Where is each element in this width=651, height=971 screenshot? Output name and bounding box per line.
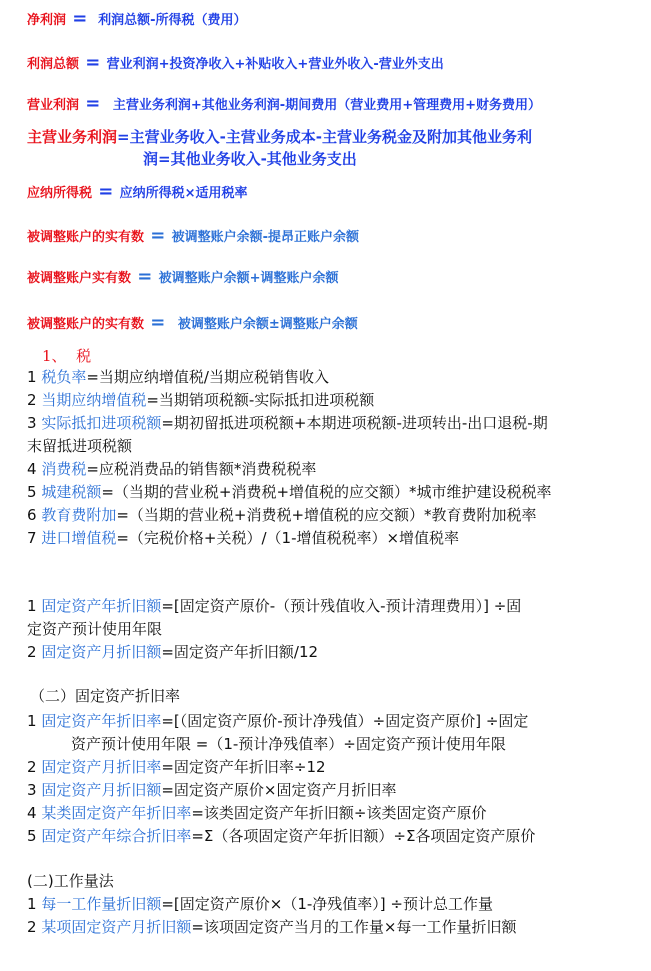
tax-item-4	[27, 458, 316, 479]
tax-item-3	[27, 412, 548, 433]
text-segment: 被调整账户余额±调整账户余额	[177, 317, 358, 332]
text-segment: 被调整账户实有数	[27, 271, 132, 286]
depreciation-item-2	[27, 641, 318, 662]
workload-item-2	[27, 916, 516, 937]
formula-main-business-profit	[27, 126, 532, 147]
text-segment: 应纳所得税	[27, 186, 93, 201]
text-segment: 2	[27, 643, 42, 661]
text-segment: =[固定资产原价-（预计残值收入-预计清理费用）] ÷固	[161, 597, 522, 615]
text-segment: 6	[27, 506, 42, 524]
text-segment: 1	[27, 895, 42, 913]
section-heading-workload-method	[27, 870, 114, 891]
text-segment: =Σ（各项固定资产年折旧额）÷Σ各项固定资产原价	[191, 827, 536, 845]
text-segment: 进口增值税	[41, 529, 117, 547]
text-segment: 2	[27, 918, 42, 936]
text-segment: =当期应纳增值税/当期应税销售收入	[86, 368, 329, 386]
text-segment: 7	[27, 529, 42, 547]
rate-item-3	[27, 779, 396, 800]
section-heading-tax	[42, 345, 91, 366]
text-segment: 每一工作量折旧额	[41, 895, 162, 913]
rate-item-4	[27, 802, 486, 823]
text-segment: 某项固定资产月折旧额	[41, 918, 192, 936]
text-segment: 固定资产年折旧额	[41, 597, 162, 615]
text-segment: 2	[27, 758, 42, 776]
text-segment: =	[131, 266, 159, 287]
formula-operating-profit	[27, 93, 541, 114]
text-segment: =固定资产原价×固定资产月折旧率	[161, 781, 397, 799]
depreciation-item-1	[27, 595, 521, 616]
text-segment: 3	[27, 781, 42, 799]
text-segment: =	[79, 52, 107, 73]
text-segment: =（当期的营业税+消费税+增值税的应交额）*教育费附加税率	[116, 506, 537, 524]
text-segment: =该类固定资产年折旧额÷该类固定资产原价	[191, 804, 487, 822]
text-segment: 当期应纳增值税	[41, 391, 147, 409]
text-segment: =应税消费品的销售额*消费税税率	[86, 460, 317, 478]
rate-item-5	[27, 825, 535, 846]
text-segment: =当期销项税额-实际抵扣进项税额	[146, 391, 375, 409]
rate-item-2	[27, 756, 326, 777]
text-segment: =[固定资产原价×（1-净残值率）] ÷预计总工作量	[161, 895, 493, 913]
text-segment: 固定资产年综合折旧率	[41, 827, 192, 845]
tax-item-5	[27, 481, 552, 502]
text-segment: =固定资产年折旧率÷12	[161, 758, 326, 776]
text-segment: 1	[27, 597, 42, 615]
text-segment: 2	[27, 391, 42, 409]
text-segment: 被调整账户的实有数	[27, 317, 145, 332]
text-segment: 净利润	[27, 13, 67, 28]
depreciation-item-1-cont	[27, 618, 162, 639]
text-segment: 4	[27, 804, 42, 822]
text-segment: 某类固定资产年折旧率	[41, 804, 192, 822]
text-segment: 4	[27, 460, 42, 478]
text-segment: （二）固定资产折旧率	[30, 687, 181, 705]
formula-adjusted-account-1	[27, 225, 359, 246]
rate-item-1	[27, 710, 528, 731]
text-segment: =	[144, 225, 172, 246]
section-heading-depreciation-rate	[30, 685, 180, 706]
formula-main-business-profit-cont	[143, 148, 357, 169]
text-segment: 1	[27, 368, 42, 386]
tax-item-6	[27, 504, 537, 525]
text-segment: 固定资产月折旧率	[41, 758, 162, 776]
text-segment: 固定资产月折旧额	[41, 781, 162, 799]
workload-item-1	[27, 893, 493, 914]
text-segment: =固定资产年折旧额/12	[161, 643, 319, 661]
text-segment: 营业利润+投资净收入+补贴收入+营业外收入-营业外支出	[106, 57, 444, 72]
text-segment: 被调整账户余额-提昂正账户余额	[171, 230, 360, 245]
text-segment: =主营业务收入-主营业务成本-主营业务税金及附加其他业务利	[117, 128, 533, 146]
text-segment: 教育费附加	[41, 506, 117, 524]
text-segment: (二)工作量法	[27, 872, 114, 890]
text-segment: =	[66, 8, 94, 29]
text-segment: 5	[27, 483, 42, 501]
text-segment: 5	[27, 827, 42, 845]
tax-item-2	[27, 389, 374, 410]
tax-item-1	[27, 366, 329, 387]
text-segment: 润=其他业务收入-其他业务支出	[143, 150, 357, 168]
text-segment: 定资产预计使用年限	[27, 620, 163, 638]
text-segment: =	[92, 181, 120, 202]
text-segment: =期初留抵进项税额+本期进项税额-进项转出-出口退税-期	[161, 414, 548, 432]
formula-net-profit	[27, 8, 247, 29]
text-segment: 主营业务利润	[27, 128, 118, 146]
text-segment: 被调整账户余额+调整账户余额	[158, 271, 339, 286]
text-segment: 末留抵进项税额	[27, 437, 133, 455]
text-segment: 固定资产月折旧额	[41, 643, 162, 661]
text-segment: =	[144, 312, 178, 333]
formula-adjusted-account-3	[27, 312, 358, 333]
text-segment: =该项固定资产当月的工作量×每一工作量折旧额	[191, 918, 517, 936]
text-segment: 主营业务利润+其他业务利润-期间费用（营业费用+管理费用+财务费用）	[112, 98, 541, 113]
formula-income-tax	[27, 181, 248, 202]
text-segment: 税负率	[41, 368, 87, 386]
text-segment: =[（固定资产原价-预计净残值）÷固定资产原价] ÷固定	[161, 712, 529, 730]
text-segment: 1、 税	[42, 347, 92, 365]
text-segment: 应纳所得税×适用税率	[119, 186, 248, 201]
formula-adjusted-account-2	[27, 266, 339, 287]
text-segment: 消费税	[41, 460, 87, 478]
text-segment: 营业利润	[27, 98, 80, 113]
text-segment: =	[79, 93, 113, 114]
text-segment: 城建税额	[41, 483, 102, 501]
text-segment: 利润总额	[27, 57, 80, 72]
formula-total-profit	[27, 52, 444, 73]
text-segment: =（当期的营业税+消费税+增值税的应交额）*城市维护建设税税率	[101, 483, 552, 501]
tax-item-3-cont	[27, 435, 132, 456]
rate-item-1-cont	[71, 733, 506, 754]
text-segment: 资产预计使用年限 =（1-预计净残值率）÷固定资产预计使用年限	[71, 735, 506, 753]
tax-item-7	[27, 527, 459, 548]
text-segment: 利润总额-所得税（费用）	[93, 13, 247, 28]
text-segment: 3	[27, 414, 42, 432]
text-segment: 被调整账户的实有数	[27, 230, 145, 245]
text-segment: 固定资产年折旧率	[41, 712, 162, 730]
text-segment: 实际抵扣进项税额	[41, 414, 162, 432]
text-segment: =（完税价格+关税）/（1-增值税税率）×增值税率	[116, 529, 460, 547]
text-segment: 1	[27, 712, 42, 730]
